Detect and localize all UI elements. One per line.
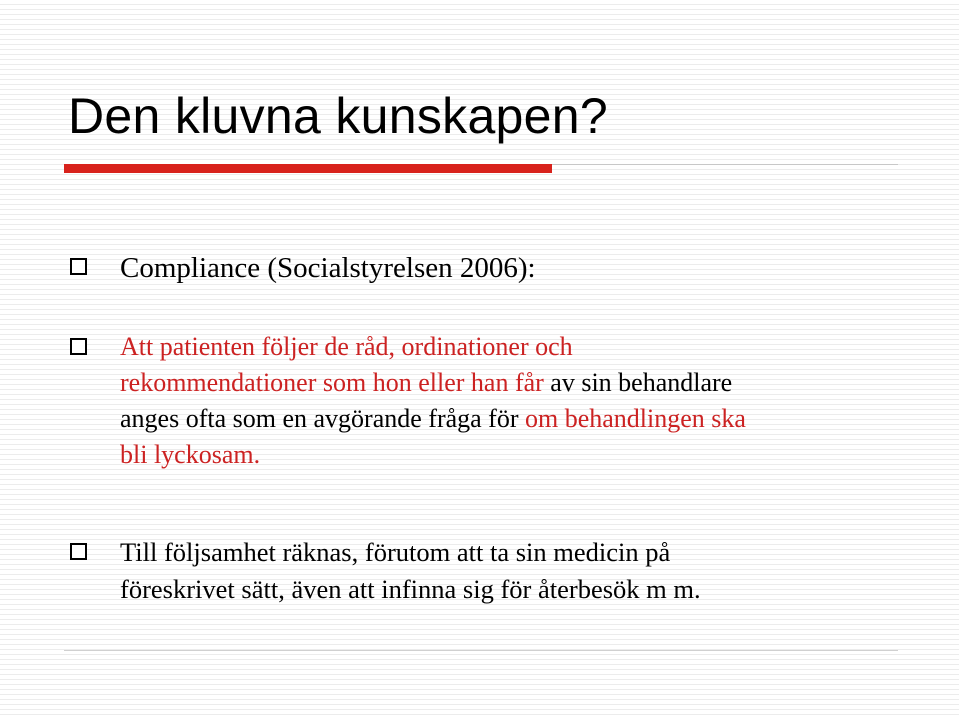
highlighted-text-run: rekommendationer som hon eller han får bbox=[120, 368, 544, 397]
text-run: anges ofta som en avgörande fråga för bbox=[120, 404, 525, 433]
highlighted-text-run: Att patienten följer de råd, ordinationer och bbox=[120, 332, 573, 361]
hollow-square-icon bbox=[70, 543, 87, 560]
text-run: föreskrivet sätt, även att infinna sig för återbesök m m. bbox=[120, 574, 701, 604]
hollow-square-icon bbox=[70, 338, 87, 355]
title-underline bbox=[64, 164, 898, 167]
hollow-square-icon bbox=[70, 258, 87, 275]
bullet-1-text bbox=[120, 250, 536, 286]
text-run: Compliance (Socialstyrelsen 2006): bbox=[120, 252, 536, 284]
bullet-3-text bbox=[120, 534, 701, 608]
text-run: av sin behandlare bbox=[543, 368, 733, 397]
bullet-2-text bbox=[120, 329, 746, 473]
text-run: Till följsamhet räknas, förutom att ta sin medicin på bbox=[120, 537, 671, 567]
slide-title: Den kluvna kunskapen? bbox=[68, 88, 608, 144]
title-underline-accent-bar bbox=[64, 164, 552, 173]
title-underline-thin-line bbox=[552, 164, 898, 165]
footer-divider bbox=[64, 650, 898, 651]
highlighted-text-run: om behandlingen ska bbox=[525, 404, 746, 433]
highlighted-text-run: bli lyckosam. bbox=[120, 440, 261, 469]
